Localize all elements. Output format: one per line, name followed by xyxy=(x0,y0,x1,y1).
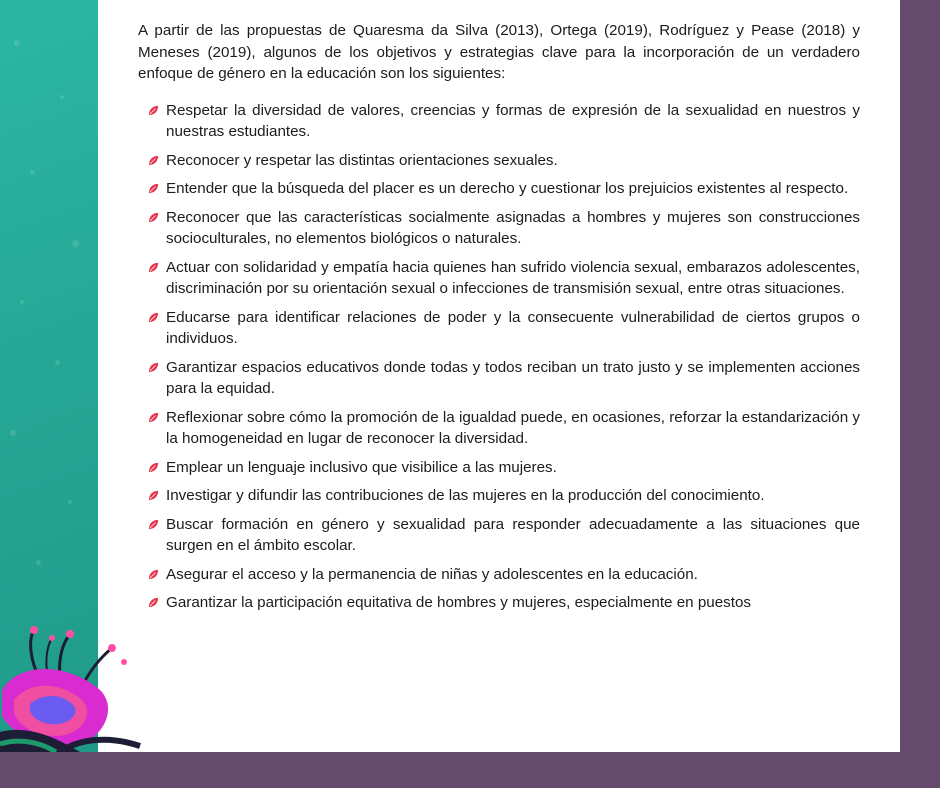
list-item xyxy=(148,407,860,450)
red-leaf-bullet-icon xyxy=(148,262,159,273)
red-leaf-bullet-icon xyxy=(148,412,159,423)
red-leaf-bullet-icon xyxy=(148,212,159,223)
red-leaf-bullet-icon xyxy=(148,183,159,194)
list-item-text: Educarse para identificar relaciones de poder y la consecuente vulnerabilidad de ciertos grupos o individuos. xyxy=(166,308,860,347)
list-item xyxy=(148,100,860,143)
list-item xyxy=(148,485,860,507)
list-item-text: Garantizar espacios educativos donde todas y todos reciban un trato justo y se implementen acciones para la equidad. xyxy=(166,358,860,397)
list-item-text: Reconocer que las características socialmente asignadas a hombres y mujeres son construcciones socioculturales, no elementos biológicos o naturales. xyxy=(166,208,860,247)
red-leaf-bullet-icon xyxy=(148,362,159,373)
red-leaf-bullet-icon xyxy=(148,597,159,608)
list-item xyxy=(148,178,860,200)
list-item xyxy=(148,207,860,250)
list-item xyxy=(148,150,860,172)
red-leaf-bullet-icon xyxy=(148,519,159,530)
list-item-text: Garantizar la participación equitativa de hombres y mujeres, especialmente en puestos xyxy=(166,594,752,611)
document-content xyxy=(138,20,860,621)
list-item-text: Actuar con solidaridad y empatía hacia quienes han sufrido violencia sexual, embarazos adolescentes, discriminación por su orientación sexual o infecciones de transmisión sexual, entre otras situaciones. xyxy=(166,258,860,297)
list-item xyxy=(148,307,860,350)
list-item-text: Investigar y difundir las contribuciones de las mujeres en la producción del conocimiento. xyxy=(166,487,765,504)
list-item-text: Entender que la búsqueda del placer es un derecho y cuestionar los prejuicios existentes al respecto. xyxy=(166,180,849,197)
list-item xyxy=(148,592,860,614)
flower-illustration xyxy=(0,620,160,752)
list-item-text: Reconocer y respetar las distintas orientaciones sexuales. xyxy=(166,151,558,169)
red-leaf-bullet-icon xyxy=(148,312,159,323)
intro-paragraph: A partir de las propuestas de Quaresma da Silva (2013), Ortega (2019), Rodríguez y Pease (2018) y Meneses (2019), algunos de los objetivos y estrategias clave para la incorporación de un verdadero enfoque de género en la educación son los siguientes: xyxy=(138,22,860,82)
list-item-text: Emplear un lenguaje inclusivo que visibilice a las mujeres. xyxy=(166,458,557,476)
list-item-text: Reflexionar sobre cómo la promoción de la igualdad puede, en ocasiones, reforzar la estandarización y la homogeneidad en lugar de reconocer la diversidad. xyxy=(166,408,860,447)
list-item xyxy=(148,564,860,586)
red-leaf-bullet-icon xyxy=(148,490,159,501)
list-item xyxy=(148,457,860,479)
list-item xyxy=(148,357,860,400)
red-leaf-bullet-icon xyxy=(148,105,159,116)
red-leaf-bullet-icon xyxy=(148,462,159,473)
list-item-text: Respetar la diversidad de valores, creencias y formas de expresión de la sexualidad en nuestros y nuestras estudiantes. xyxy=(166,101,860,140)
red-leaf-bullet-icon xyxy=(148,569,159,580)
list-item xyxy=(148,257,860,300)
red-leaf-bullet-icon xyxy=(148,155,159,166)
list-item-text: Asegurar el acceso y la permanencia de niñas y adolescentes en la educación. xyxy=(166,565,698,583)
objectives-list xyxy=(138,100,860,614)
list-item xyxy=(148,514,860,557)
list-item-text: Buscar formación en género y sexualidad para responder adecuadamente a las situaciones que surgen en el ámbito escolar. xyxy=(166,515,860,554)
